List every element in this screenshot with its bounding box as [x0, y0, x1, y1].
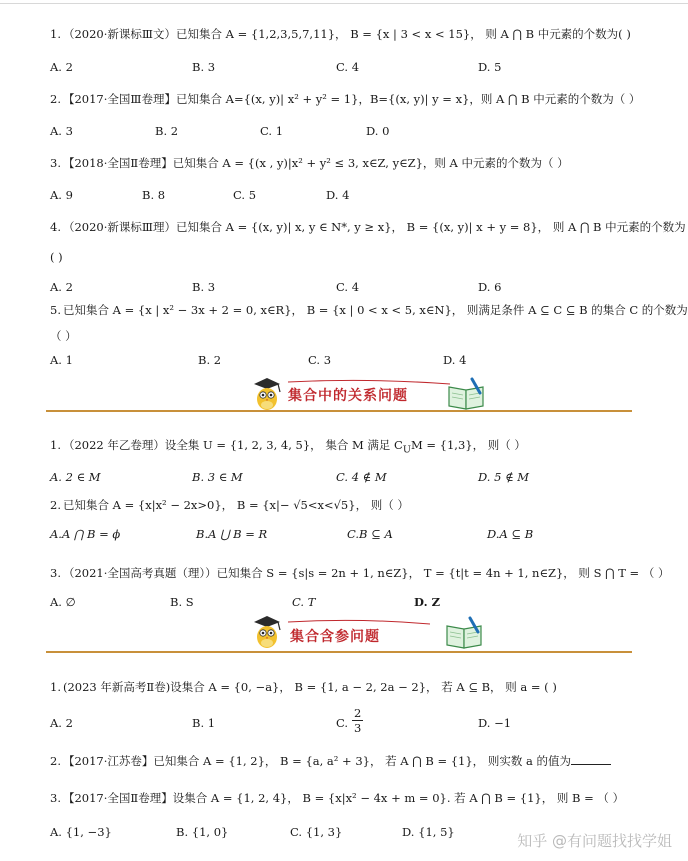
option-d: D. Z	[414, 595, 440, 609]
fraction-denominator: 3	[354, 721, 362, 735]
option-d: D. 5 ∉ M	[478, 470, 530, 484]
question-text: 已知集合 A={(x, y)| x² + y² = 1}，B={(x, y)| y = x}，则 A ⋂ B 中元素的个数为（ ）	[176, 92, 641, 106]
option-d: D. 4	[443, 353, 467, 367]
question-3	[50, 155, 569, 171]
options-row	[0, 188, 688, 204]
question-source: （2020·新课标Ⅲ理）	[62, 220, 176, 234]
question-text: 设集合 A = {1, 2, 4}， B = {x|x² − 4x + m = 0}. 若 A ⋂ B = {1}， 则 B = （ ）	[172, 791, 625, 805]
option-a: A. 1	[50, 353, 73, 367]
question-2-2	[50, 497, 409, 513]
section-banner-parameters	[0, 614, 688, 664]
answer-blank[interactable]	[571, 754, 611, 765]
banner-rule	[46, 410, 632, 412]
option-b: B. 8	[142, 188, 166, 202]
options-row	[0, 280, 688, 296]
option-d: D. {1, 5}	[402, 825, 455, 839]
options-row	[0, 60, 688, 76]
question-number: 2.	[50, 754, 61, 768]
question-source: (2023 年新高考Ⅱ卷)	[62, 680, 171, 694]
option-c: C. {1, 3}	[290, 825, 343, 839]
option-b: B. S	[170, 595, 194, 609]
top-rule	[0, 3, 688, 4]
option-b: B. 2	[198, 353, 222, 367]
open-book-icon	[446, 377, 488, 411]
question-text-end: M = {1,3}， 则（ ）	[410, 438, 526, 452]
question-source: 【2018·全国Ⅱ卷理】	[62, 156, 173, 170]
question-source: 【2017·江苏卷】	[62, 754, 154, 768]
question-number: 4.	[50, 220, 61, 234]
option-a: A. 2 ∈ M	[50, 470, 101, 484]
option-a: A. ∅	[50, 595, 76, 609]
option-a: A. 3	[50, 124, 73, 138]
option-b: B. 3	[192, 280, 216, 294]
option-c: C. T	[292, 595, 316, 609]
watermark: 知乎 @有问题找找学姐	[517, 832, 672, 850]
question-5-continuation: （ ）	[50, 329, 77, 343]
options-row	[0, 470, 688, 486]
question-text: 已知集合 A = {1, 2}， B = {a, a² + 3}， 若 A ⋂ B = {1}， 则实数 a 的值为	[153, 754, 572, 768]
section-banner-relations	[0, 376, 688, 426]
question-source: （2020·新课标Ⅲ文）	[62, 27, 176, 41]
question-2-3	[50, 565, 670, 581]
options-row	[0, 706, 688, 735]
question-text: 已知集合 S = {s|s = 2n + 1, n∈Z}， T = {t|t = 4n + 1, n∈Z}， 则 S ⋂ T = （ ）	[216, 566, 670, 580]
option-b: B.A ⋃ B = R	[196, 527, 268, 541]
option-a: A. 9	[50, 188, 73, 202]
option-a: A. 2	[50, 280, 73, 294]
question-number: 3.	[50, 156, 61, 170]
question-number: 2.	[50, 498, 61, 512]
question-number: 3.	[50, 791, 61, 805]
banner-underline-decoration	[270, 378, 460, 412]
fraction	[352, 706, 363, 735]
option-a: A.A ⋂ B = ϕ	[50, 527, 121, 541]
question-text: 已知集合 A = {(x, y)| x, y ∈ N*, y ≥ x}， B = {(x, y)| x + y = 8}， 则 A ⋂ B 中元素的个数为	[176, 220, 686, 234]
option-a: A. 2	[50, 716, 73, 730]
question-text: 设全集 U = {1, 2, 3, 4, 5}， 集合 M 满足 C	[164, 438, 403, 452]
question-2-1	[50, 437, 526, 455]
question-source: 【2017·全国Ⅲ卷理】	[62, 92, 176, 106]
question-2	[50, 91, 640, 107]
option-d: D. −1	[478, 716, 512, 730]
option-b: B. 3	[192, 60, 216, 74]
question-text: 已知集合 A = {x|x² − 2x>0}， B = {x|− √5<x<√5}， 则（ ）	[62, 498, 409, 512]
option-b: B. 3 ∈ M	[192, 470, 243, 484]
option-c: C. 1	[260, 124, 284, 138]
option-b: B. 1	[192, 716, 216, 730]
option-c: C.	[336, 716, 349, 730]
options-row	[0, 353, 688, 369]
option-c: C.B ⊆ A	[347, 527, 393, 541]
options-row	[0, 595, 688, 611]
fraction-numerator: 2	[354, 706, 362, 720]
question-4	[50, 219, 686, 235]
question-3-3	[50, 790, 624, 806]
option-c: C. 5	[233, 188, 257, 202]
question-number: 1.	[50, 680, 61, 694]
question-1	[50, 26, 631, 42]
option-a: A. 2	[50, 60, 73, 74]
option-b: B. 2	[155, 124, 179, 138]
option-d: D. 6	[478, 280, 502, 294]
option-d: D.A ⊆ B	[487, 527, 534, 541]
options-row	[0, 527, 688, 543]
option-a: A. {1, −3}	[50, 825, 112, 839]
question-number: 5.	[50, 303, 61, 317]
question-text: 已知集合 A = {(x , y)|x² + y² ≤ 3, x∈Z, y∈Z}，则 A 中元素的个数为（ ）	[172, 156, 569, 170]
question-number: 3.	[50, 566, 61, 580]
options-row	[0, 124, 688, 140]
banner-underline-decoration	[270, 616, 460, 650]
open-book-icon	[444, 616, 486, 650]
question-3-1	[50, 679, 557, 695]
option-b: B. {1, 0}	[176, 825, 229, 839]
banner-title: 集合含参问题	[290, 629, 380, 645]
banner-rule	[46, 651, 632, 653]
question-number: 1.	[50, 438, 61, 452]
question-source: （2022 年乙卷理）	[62, 438, 165, 452]
option-d: D. 0	[366, 124, 390, 138]
banner-title: 集合中的关系问题	[288, 388, 408, 404]
question-number: 1.	[50, 27, 61, 41]
option-c: C. 4 ∉ M	[336, 470, 387, 484]
option-c: C. 4	[336, 60, 360, 74]
option-c: C. 3	[308, 353, 332, 367]
question-source: 【2017·全国Ⅱ卷理】	[62, 791, 173, 805]
question-5	[50, 302, 688, 318]
question-text: 已知集合 A = {1,2,3,5,7,11}， B = {x | 3 < x < 15}， 则 A ⋂ B 中元素的个数为( )	[176, 27, 631, 41]
question-source: （2021·全国高考真题（理））	[62, 566, 217, 580]
subscript: U	[402, 444, 411, 456]
option-d: D. 4	[326, 188, 350, 202]
question-text: 已知集合 A = {x | x² − 3x + 2 = 0, x∈R}， B = {x | 0 < x < 5, x∈N}， 则满足条件 A ⊆ C ⊆ B 的集合 C 的个数为	[62, 303, 688, 317]
question-4-continuation: ( )	[50, 250, 63, 264]
option-c: C. 4	[336, 280, 360, 294]
question-number: 2.	[50, 92, 61, 106]
question-3-2	[50, 753, 611, 769]
question-text: 设集合 A = {0, −a}， B = {1, a − 2, 2a − 2}， 若 A ⊆ B， 则 a = ( )	[170, 680, 557, 694]
option-d: D. 5	[478, 60, 502, 74]
